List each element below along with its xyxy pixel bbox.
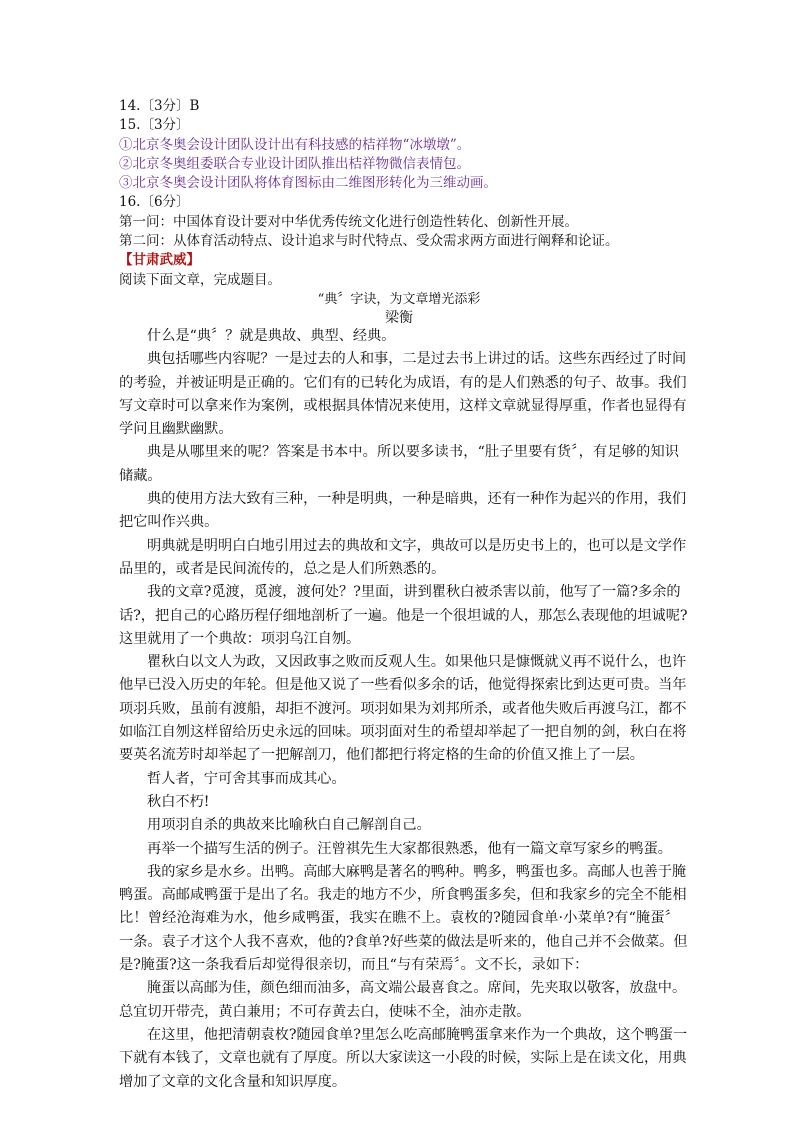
paragraph-line: 如临江自刎这样留给历史永远的回味。项羽面对生的希望却举起了一把自刎的剑，秋白在将 [119, 724, 687, 741]
paragraph-line: 储藏。 [119, 467, 162, 484]
q15-item: ②北京冬奥组委联合专业设计团队推出桔祥物微信表情包。 [119, 155, 470, 172]
paragraph-line: 把它叫作兴典。 [119, 514, 219, 531]
paragraph-line: 话?，把自己的心路历程仔细地剖析了一遍。他是一个很坦诚的人，那怎么表现他的坦诚呢? [119, 607, 688, 624]
article-title: “典〞字诀，为文章增光添彩 [317, 291, 481, 307]
paragraph-line: 是?腌蛋?这一条我看后却觉得很亲切，而且“与有荣焉〞。文不长，录如下： [119, 957, 589, 974]
paragraph-line: 典的使用方法大致有三种，一种是明典，一种是暗典，还有一种作为起兴的作用，我们 [147, 491, 687, 508]
paragraph-line: 典是从哪里来的呢？答案是书本中。所以要多读书，“肚子里要有货〞，有足够的知识 [147, 444, 679, 461]
q14-answer: 14.〔3分〕B [119, 98, 200, 114]
paragraph-line: 总宜切开带壳，黄白兼用；不可存黄去白，使味不全，油亦走散。 [119, 1003, 531, 1020]
article-paragraph [119, 348, 687, 441]
article-paragraph [119, 838, 679, 861]
paragraph-line: 的考验，并被证明是正确的。它们有的已转化为成语，有的是人们熟悉的句子、故事。我们 [119, 374, 687, 391]
article-paragraph [119, 1024, 688, 1094]
paragraph-line: 这里就用了一个典故：项羽乌江自刎。 [119, 630, 361, 647]
q15-header: 15.〔3分〕 [119, 117, 190, 134]
paragraph-line: 下就有本钱了，文章也就有了厚度。所以大家读这一小段的时候，实际上是在读文化，用典 [119, 1050, 687, 1067]
q16-item: 第二问：从体育活动特点、设计追求与时代特点、受众需求两方面进行阐释和论证。 [119, 233, 619, 250]
article-paragraph [119, 325, 679, 348]
article-paragraph [119, 488, 687, 535]
paragraph-line: 再举一个描写生活的例子。汪曾祺先生大家都很熟悉，他有一篇文章写家乡的鸭蛋。 [147, 840, 672, 857]
article-paragraph [119, 768, 679, 791]
q15-item: ③北京冬奥会设计团队将体育图标由二维图形转化为三维动画。 [119, 175, 497, 192]
section-tag: 【甘肃武威】 [119, 252, 200, 269]
paragraph-line: 我的文章?觅渡，觅渡，渡何处？?里面，讲到瞿秋白被杀害以前，他写了一篇?多余的 [147, 584, 681, 601]
paragraph-line: 学问且幽默幽默。 [119, 421, 233, 438]
q16-header: 16.〔6分〕 [119, 194, 190, 211]
paragraph-line: 明典就是明明白白地引用过去的典故和文字，典故可以是历史书上的，也可以是文学作 [147, 537, 687, 554]
article-body [119, 325, 688, 1094]
article-paragraph [119, 441, 679, 488]
answer-key [119, 97, 679, 329]
article-paragraph [119, 791, 679, 814]
article-paragraph [119, 814, 679, 837]
reading-instruction: 阅读下面文章，完成题目。 [119, 271, 281, 288]
paragraph-line: 在这里，他把清朝袁枚?随园食单?里怎么吃高邮腌鸭蛋拿来作为一个典故，这个鸭蛋一 [147, 1026, 688, 1043]
paragraph-line: 什么是“典〞？就是典故、典型、经典。 [147, 328, 396, 344]
article-paragraph [119, 861, 688, 977]
paragraph-line: 腌蛋以高邮为佳，颜色细而油多，高文端公最喜食之。席间，先夹取以敬客，放盘中。 [147, 980, 687, 997]
article-paragraph [119, 651, 687, 767]
paragraph-line: 增加了文章的文化含量和知识厚度。 [119, 1073, 347, 1090]
paragraph-line: 他早已没入历史的年轮。但是他又说了一些看似多余的话，他觉得探索比到达更可贵。当年 [119, 677, 687, 694]
paragraph-line: 秋白不朽! [147, 793, 210, 810]
paragraph-line: 一条。袁子才这个人我不喜欢，他的?食单?好些菜的做法是听来的，他自己并不会做菜。但 [119, 933, 688, 950]
q16-item: 第一问：中国体育设计要对中华优秀传统文化进行创造性转化、创新性开展。 [119, 213, 578, 230]
article-paragraph [119, 581, 688, 651]
paragraph-line: 要英名流芳时却举起了一把解剖刀，他们都把行将定格的生命的价值又推上了一层。 [119, 747, 644, 764]
paragraph-line: 比！曾经沧海难为水，他乡咸鸭蛋，我实在瞧不上。袁枚的?随园食单·小菜单?有“腌蛋〞 [119, 910, 679, 927]
paragraph-line: 典包括哪些内容呢？一是过去的人和事，二是过去书上讲过的话。这些东西经过了时间 [147, 351, 687, 368]
paragraph-line: 瞿秋白以文人为政，又因政事之败而反观人生。如果他只是慷慨就义再不说什么，也许 [147, 654, 687, 671]
paragraph-line: 鸭蛋。高邮咸鸭蛋于是出了名。我走的地方不少，所食鸭蛋多矣，但和我家乡的完全不能相 [119, 887, 687, 904]
paragraph-line: 品里的，或者是民间流传的，总之是人们所熟悉的。 [119, 560, 446, 577]
article-paragraph [119, 977, 687, 1024]
q15-item: ①北京冬奥会设计团队设计出有科技感的桔祥物“冰墩墩”。 [119, 136, 471, 153]
paragraph-line: 哲人者，宁可舍其事而成其心。 [147, 770, 346, 787]
paragraph-line: 用项羽自杀的典故来比喻秋白自己解剖自己。 [147, 817, 431, 834]
paragraph-line: 我的家乡是水乡。出鸭。高邮大麻鸭是著名的鸭种。鸭多，鸭蛋也多。高邮人也善于腌 [147, 863, 687, 880]
paragraph-line: 写文章时可以拿来作为案例，或根据具体情况来使用，这样文章就显得厚重，作者也显得有 [119, 397, 687, 414]
article-author: 梁衡 [385, 310, 413, 327]
article-paragraph [119, 535, 687, 582]
paragraph-line: 项羽兵败，虽前有渡船，却拒不渡河。项羽如果为刘邦所杀，或者他失败后再渡乌江，都不 [119, 700, 687, 717]
